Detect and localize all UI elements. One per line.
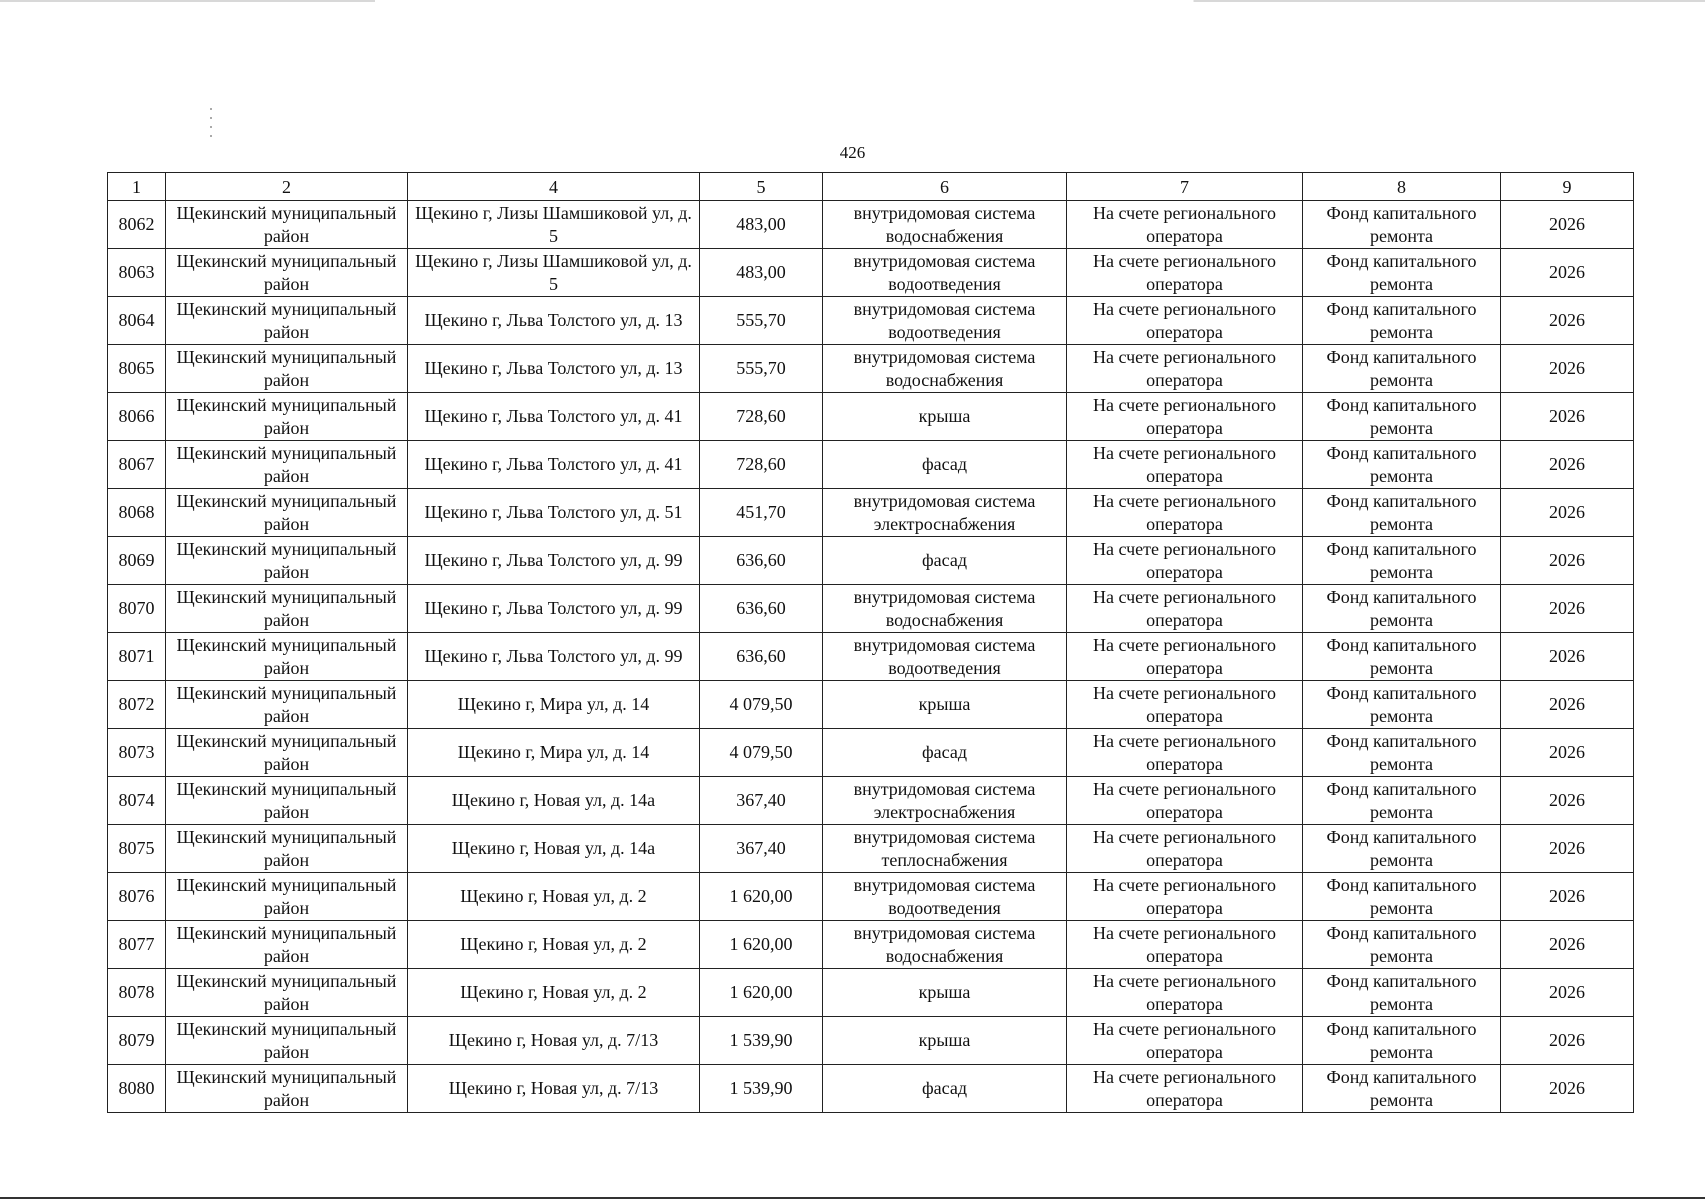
cell-fund-account: На счете регионального оператора xyxy=(1067,969,1303,1017)
cell-address: Щекино г, Новая ул, д. 7/13 xyxy=(408,1017,700,1065)
page-number: 426 xyxy=(839,143,866,162)
cell-year: 2026 xyxy=(1501,393,1634,441)
cell-area: 728,60 xyxy=(700,393,823,441)
cell-area: 1 620,00 xyxy=(700,969,823,1017)
cell-work-type: внутридомовая система водоотведения xyxy=(823,873,1067,921)
cell-municipality: Щекинский муниципальный район xyxy=(166,1017,408,1065)
cell-year: 2026 xyxy=(1501,585,1634,633)
cell-work-type: крыша xyxy=(823,1017,1067,1065)
cell-record-number: 8078 xyxy=(108,969,166,1017)
header-col-2: 2 xyxy=(166,173,408,201)
cell-work-type: внутридомовая система водоснабжения xyxy=(823,345,1067,393)
cell-area: 4 079,50 xyxy=(700,729,823,777)
cell-year: 2026 xyxy=(1501,249,1634,297)
cell-area: 636,60 xyxy=(700,633,823,681)
table-row xyxy=(108,537,1634,585)
cell-year: 2026 xyxy=(1501,777,1634,825)
cell-record-number: 8073 xyxy=(108,729,166,777)
cell-year: 2026 xyxy=(1501,969,1634,1017)
cell-area: 555,70 xyxy=(700,345,823,393)
cell-funding-source: Фонд капитального ремонта xyxy=(1303,1017,1501,1065)
cell-record-number: 8062 xyxy=(108,201,166,249)
cell-record-number: 8069 xyxy=(108,537,166,585)
cell-municipality: Щекинский муниципальный район xyxy=(166,777,408,825)
table-row xyxy=(108,633,1634,681)
cell-funding-source: Фонд капитального ремонта xyxy=(1303,345,1501,393)
cell-work-type: фасад xyxy=(823,1065,1067,1113)
table-body xyxy=(108,201,1634,1113)
cell-year: 2026 xyxy=(1501,1017,1634,1065)
cell-address: Щекино г, Льва Толстого ул, д. 13 xyxy=(408,345,700,393)
cell-municipality: Щекинский муниципальный район xyxy=(166,441,408,489)
cell-area: 636,60 xyxy=(700,537,823,585)
cell-municipality: Щекинский муниципальный район xyxy=(166,297,408,345)
header-col-6: 6 xyxy=(823,173,1067,201)
cell-municipality: Щекинский муниципальный район xyxy=(166,633,408,681)
table-row xyxy=(108,1065,1634,1113)
cell-funding-source: Фонд капитального ремонта xyxy=(1303,585,1501,633)
cell-area: 451,70 xyxy=(700,489,823,537)
cell-year: 2026 xyxy=(1501,441,1634,489)
cell-area: 483,00 xyxy=(700,201,823,249)
cell-work-type: внутридомовая система водоотведения xyxy=(823,249,1067,297)
cell-area: 1 620,00 xyxy=(700,873,823,921)
table-header xyxy=(108,173,1634,201)
cell-municipality: Щекинский муниципальный район xyxy=(166,537,408,585)
table-row xyxy=(108,729,1634,777)
header-col-7: 7 xyxy=(1067,173,1303,201)
cell-work-type: фасад xyxy=(823,729,1067,777)
cell-funding-source: Фонд капитального ремонта xyxy=(1303,777,1501,825)
cell-fund-account: На счете регионального оператора xyxy=(1067,921,1303,969)
cell-address: Щекино г, Льва Толстого ул, д. 51 xyxy=(408,489,700,537)
cell-record-number: 8080 xyxy=(108,1065,166,1113)
cell-funding-source: Фонд капитального ремонта xyxy=(1303,873,1501,921)
cell-address: Щекино г, Новая ул, д. 2 xyxy=(408,921,700,969)
cell-fund-account: На счете регионального оператора xyxy=(1067,825,1303,873)
cell-municipality: Щекинский муниципальный район xyxy=(166,393,408,441)
cell-municipality: Щекинский муниципальный район xyxy=(166,825,408,873)
cell-record-number: 8077 xyxy=(108,921,166,969)
cell-fund-account: На счете регионального оператора xyxy=(1067,633,1303,681)
cell-record-number: 8072 xyxy=(108,681,166,729)
header-col-5: 5 xyxy=(700,173,823,201)
table-row xyxy=(108,345,1634,393)
cell-fund-account: На счете регионального оператора xyxy=(1067,1017,1303,1065)
cell-address: Щекино г, Новая ул, д. 14а xyxy=(408,825,700,873)
cell-funding-source: Фонд капитального ремонта xyxy=(1303,249,1501,297)
scan-artifact-dots xyxy=(210,108,212,144)
cell-address: Щекино г, Новая ул, д. 7/13 xyxy=(408,1065,700,1113)
cell-record-number: 8074 xyxy=(108,777,166,825)
cell-funding-source: Фонд капитального ремонта xyxy=(1303,1065,1501,1113)
cell-year: 2026 xyxy=(1501,825,1634,873)
cell-municipality: Щекинский муниципальный район xyxy=(166,729,408,777)
cell-work-type: крыша xyxy=(823,393,1067,441)
cell-fund-account: На счете регионального оператора xyxy=(1067,489,1303,537)
cell-fund-account: На счете регионального оператора xyxy=(1067,297,1303,345)
cell-record-number: 8065 xyxy=(108,345,166,393)
cell-address: Щекино г, Мира ул, д. 14 xyxy=(408,729,700,777)
cell-area: 4 079,50 xyxy=(700,681,823,729)
cell-funding-source: Фонд капитального ремонта xyxy=(1303,201,1501,249)
capital-repair-table xyxy=(107,172,1634,1113)
table-row xyxy=(108,441,1634,489)
cell-area: 367,40 xyxy=(700,777,823,825)
table-row xyxy=(108,873,1634,921)
cell-work-type: фасад xyxy=(823,441,1067,489)
cell-address: Щекино г, Лизы Шамшиковой ул, д. 5 xyxy=(408,201,700,249)
cell-municipality: Щекинский муниципальный район xyxy=(166,249,408,297)
table-row xyxy=(108,681,1634,729)
cell-work-type: внутридомовая система водоснабжения xyxy=(823,921,1067,969)
cell-fund-account: На счете регионального оператора xyxy=(1067,777,1303,825)
table-row xyxy=(108,1017,1634,1065)
header-col-8: 8 xyxy=(1303,173,1501,201)
cell-address: Щекино г, Льва Толстого ул, д. 41 xyxy=(408,441,700,489)
header-col-4: 4 xyxy=(408,173,700,201)
cell-address: Щекино г, Льва Толстого ул, д. 99 xyxy=(408,633,700,681)
cell-year: 2026 xyxy=(1501,489,1634,537)
cell-fund-account: На счете регионального оператора xyxy=(1067,345,1303,393)
table-row xyxy=(108,921,1634,969)
cell-municipality: Щекинский муниципальный район xyxy=(166,201,408,249)
table-row xyxy=(108,585,1634,633)
cell-work-type: внутридомовая система электроснабжения xyxy=(823,489,1067,537)
table-row xyxy=(108,825,1634,873)
cell-municipality: Щекинский муниципальный район xyxy=(166,1065,408,1113)
cell-year: 2026 xyxy=(1501,537,1634,585)
cell-record-number: 8070 xyxy=(108,585,166,633)
cell-funding-source: Фонд капитального ремонта xyxy=(1303,969,1501,1017)
cell-municipality: Щекинский муниципальный район xyxy=(166,921,408,969)
table-row xyxy=(108,777,1634,825)
cell-year: 2026 xyxy=(1501,873,1634,921)
cell-address: Щекино г, Льва Толстого ул, д. 99 xyxy=(408,585,700,633)
cell-fund-account: На счете регионального оператора xyxy=(1067,201,1303,249)
cell-record-number: 8063 xyxy=(108,249,166,297)
cell-record-number: 8067 xyxy=(108,441,166,489)
cell-municipality: Щекинский муниципальный район xyxy=(166,969,408,1017)
cell-municipality: Щекинский муниципальный район xyxy=(166,489,408,537)
cell-municipality: Щекинский муниципальный район xyxy=(166,873,408,921)
cell-municipality: Щекинский муниципальный район xyxy=(166,585,408,633)
cell-municipality: Щекинский муниципальный район xyxy=(166,681,408,729)
header-row xyxy=(108,173,1634,201)
cell-fund-account: На счете регионального оператора xyxy=(1067,1065,1303,1113)
cell-work-type: крыша xyxy=(823,969,1067,1017)
cell-address: Щекино г, Новая ул, д. 14а xyxy=(408,777,700,825)
cell-record-number: 8079 xyxy=(108,1017,166,1065)
cell-year: 2026 xyxy=(1501,681,1634,729)
cell-area: 367,40 xyxy=(700,825,823,873)
cell-record-number: 8064 xyxy=(108,297,166,345)
cell-area: 1 620,00 xyxy=(700,921,823,969)
cell-funding-source: Фонд капитального ремонта xyxy=(1303,489,1501,537)
table-row xyxy=(108,969,1634,1017)
cell-funding-source: Фонд капитального ремонта xyxy=(1303,537,1501,585)
cell-fund-account: На счете регионального оператора xyxy=(1067,585,1303,633)
cell-fund-account: На счете регионального оператора xyxy=(1067,681,1303,729)
cell-work-type: фасад xyxy=(823,537,1067,585)
cell-area: 483,00 xyxy=(700,249,823,297)
cell-work-type: внутридомовая система электроснабжения xyxy=(823,777,1067,825)
table-row xyxy=(108,201,1634,249)
cell-area: 1 539,90 xyxy=(700,1065,823,1113)
cell-funding-source: Фонд капитального ремонта xyxy=(1303,729,1501,777)
cell-work-type: внутридомовая система теплоснабжения xyxy=(823,825,1067,873)
cell-work-type: внутридомовая система водоснабжения xyxy=(823,201,1067,249)
cell-address: Щекино г, Мира ул, д. 14 xyxy=(408,681,700,729)
header-col-9: 9 xyxy=(1501,173,1634,201)
table-row xyxy=(108,393,1634,441)
cell-address: Щекино г, Лизы Шамшиковой ул, д. 5 xyxy=(408,249,700,297)
cell-record-number: 8066 xyxy=(108,393,166,441)
cell-address: Щекино г, Новая ул, д. 2 xyxy=(408,969,700,1017)
cell-fund-account: На счете регионального оператора xyxy=(1067,393,1303,441)
cell-address: Щекино г, Льва Толстого ул, д. 13 xyxy=(408,297,700,345)
header-col-1: 1 xyxy=(108,173,166,201)
cell-funding-source: Фонд капитального ремонта xyxy=(1303,681,1501,729)
cell-year: 2026 xyxy=(1501,345,1634,393)
cell-funding-source: Фонд капитального ремонта xyxy=(1303,393,1501,441)
cell-funding-source: Фонд капитального ремонта xyxy=(1303,633,1501,681)
cell-fund-account: На счете регионального оператора xyxy=(1067,537,1303,585)
cell-record-number: 8068 xyxy=(108,489,166,537)
cell-year: 2026 xyxy=(1501,921,1634,969)
cell-funding-source: Фонд капитального ремонта xyxy=(1303,441,1501,489)
cell-address: Щекино г, Льва Толстого ул, д. 99 xyxy=(408,537,700,585)
cell-area: 1 539,90 xyxy=(700,1017,823,1065)
table-row xyxy=(108,489,1634,537)
cell-work-type: внутридомовая система водоотведения xyxy=(823,297,1067,345)
cell-year: 2026 xyxy=(1501,729,1634,777)
cell-funding-source: Фонд капитального ремонта xyxy=(1303,825,1501,873)
cell-year: 2026 xyxy=(1501,1065,1634,1113)
table-row xyxy=(108,249,1634,297)
cell-funding-source: Фонд капитального ремонта xyxy=(1303,297,1501,345)
cell-record-number: 8076 xyxy=(108,873,166,921)
cell-work-type: крыша xyxy=(823,681,1067,729)
cell-year: 2026 xyxy=(1501,633,1634,681)
cell-funding-source: Фонд капитального ремонта xyxy=(1303,921,1501,969)
cell-fund-account: На счете регионального оператора xyxy=(1067,441,1303,489)
table-row xyxy=(108,297,1634,345)
cell-work-type: внутридомовая система водоотведения xyxy=(823,633,1067,681)
cell-record-number: 8071 xyxy=(108,633,166,681)
cell-address: Щекино г, Новая ул, д. 2 xyxy=(408,873,700,921)
cell-work-type: внутридомовая система водоснабжения xyxy=(823,585,1067,633)
cell-area: 636,60 xyxy=(700,585,823,633)
cell-address: Щекино г, Льва Толстого ул, д. 41 xyxy=(408,393,700,441)
cell-municipality: Щекинский муниципальный район xyxy=(166,345,408,393)
scan-edge-top xyxy=(0,0,1705,2)
cell-fund-account: На счете регионального оператора xyxy=(1067,729,1303,777)
cell-record-number: 8075 xyxy=(108,825,166,873)
cell-fund-account: На счете регионального оператора xyxy=(1067,249,1303,297)
cell-fund-account: На счете регионального оператора xyxy=(1067,873,1303,921)
cell-year: 2026 xyxy=(1501,297,1634,345)
scan-edge-bottom xyxy=(0,1197,1705,1199)
cell-area: 728,60 xyxy=(700,441,823,489)
cell-area: 555,70 xyxy=(700,297,823,345)
cell-year: 2026 xyxy=(1501,201,1634,249)
